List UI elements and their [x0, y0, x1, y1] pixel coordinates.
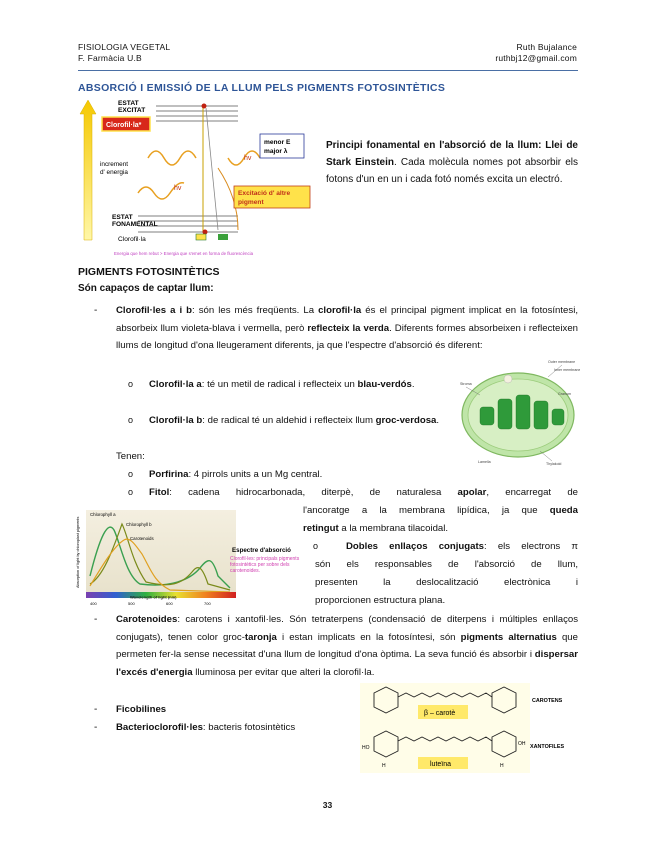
increment-label-2: d' energia [100, 169, 128, 176]
excitacio-label-2: pigment [238, 199, 264, 206]
tenen-label: Tenen: [116, 451, 145, 462]
ground-pigment-marker-green [218, 234, 228, 240]
clorofila-a-text: : té un metil de radical i reflecteix un [201, 379, 358, 390]
porfirina-text: : 4 pirrols units a un Mg central. [188, 469, 323, 480]
clorofila-a-item [149, 376, 455, 394]
tick-700: 700 [204, 601, 211, 606]
carotens-label: CAROTENS [532, 698, 563, 704]
bullet-dash: - [94, 305, 98, 316]
ho-group: HO [362, 745, 370, 751]
fitol-continuation [303, 502, 578, 520]
chloroplast-image [458, 355, 580, 470]
clorofila-term: clorofil·la [318, 305, 362, 316]
inner-membrane-label: Inner membrane [554, 368, 580, 372]
oh-group: OH [518, 741, 526, 747]
fitol-term: Fitol [149, 487, 170, 498]
photon-wave-in [148, 151, 196, 165]
ground-pigment-marker [196, 234, 206, 240]
bullet-dash: - [94, 614, 98, 625]
circle-bullet: o [128, 415, 134, 425]
y-axis-label: Absorption of light by chloroplast pigments [76, 516, 80, 588]
section-title: PIGMENTS FOTOSINTÈTICS [78, 266, 220, 278]
clorofila-a-term: Clorofil·la a [149, 379, 202, 390]
carotenoides-text-1: : carotens i xantofil·les. Són tetraterpens (condensació de diterpens i múltiples enllaços conjugats), tenen color groc- [116, 614, 578, 643]
carotenoides-text-4: lluminosa per evitar que alteri la clorofil·la. [192, 666, 375, 678]
clorofila-excited-label: Clorofil·la* [106, 122, 142, 129]
clorofiles-text-1: : són les més freqüents. La [192, 305, 319, 316]
clorofiles-text-3: . Diferents formes absorbeixen i reflecteixen llums de longitud d'ona lleugerament diferents, ja que l'espectre d'absorció és diferent: [116, 322, 578, 352]
energy-caption: Energia que hem rebut > Energia que s'emet en forma de fluorescència [114, 251, 254, 256]
xantofiles-label: XANTOFILES [530, 744, 565, 750]
fitol-text-2: , encarregat de [486, 487, 578, 498]
dobles-line-3: presenten la deslocalització electrònica i [315, 577, 578, 588]
granum-label: Granum [558, 392, 571, 396]
reflecteix-verda: reflecteix la verda [307, 322, 390, 334]
thylakoid-label: Thylakoid [546, 462, 562, 466]
bullet-dash: - [94, 722, 98, 733]
page-number: 33 [322, 800, 333, 810]
bacterio-text: : bacteris fotosintètics [202, 722, 296, 733]
taronja-term: taronja [244, 631, 277, 643]
electron-excited [202, 104, 207, 109]
clorofiles-paragraph [116, 302, 578, 355]
clorofila-ground-label: Clorofil·la [118, 236, 146, 243]
carotenoid-structures [360, 683, 575, 773]
dobles-item [346, 538, 578, 556]
stroma-label: Stroma [460, 382, 472, 386]
circle-bullet: o [128, 487, 134, 497]
principle-bold: Principi fonamental en l'absorció de la llum: Llei de Stark Einstein [326, 140, 578, 168]
bullet-dash: - [94, 704, 98, 715]
tick-400: 400 [90, 601, 97, 606]
carotenoides-term: Carotenoides [116, 614, 178, 625]
granum-stack [534, 401, 548, 429]
spectrum-note: Clorofil·les: principals pigments fotosintètics per sobre dels carotenoides. [230, 556, 300, 574]
granum-stack [552, 409, 564, 425]
clorofila-b-text: : de radical té un aldehid i reflecteix llum [202, 415, 376, 426]
dobles-line-2: són els responsables de l'absorció de llum, [315, 559, 578, 570]
fitol-text-3: l'ancoratge a la membrana lipídica, ja que [303, 505, 550, 516]
chlorophyll-a-legend: Chlorophyll a [90, 512, 116, 517]
clorofila-b-item [149, 412, 455, 430]
carotenoides-text-3: que permeten fer-la sense necessitat d'una llum de longitud d'ona òptima. La seva funció és absorbir i [116, 631, 578, 661]
absorption-spectrum-chart [70, 506, 302, 606]
tick-600: 600 [166, 601, 173, 606]
circle-bullet: o [128, 379, 134, 389]
carotenoides-paragraph [116, 611, 578, 681]
energy-diagram [78, 98, 322, 258]
tick-500: 500 [128, 601, 135, 606]
queda-term: queda [549, 505, 578, 516]
spectrum-title: Espectre d'absorció [232, 547, 291, 554]
h-atom-left: H [382, 763, 386, 769]
clorofila-a-end: . [411, 379, 415, 390]
header-right [495, 42, 577, 64]
granum-stack [498, 399, 512, 429]
circle-bullet: o [128, 469, 134, 479]
carotenoids-legend: Carotenoids [130, 536, 154, 541]
bacterio-term: Bacterioclorofil·les [116, 722, 203, 733]
section-subtitle: Són capaços de captar llum: [78, 283, 214, 294]
dobles-text-1: : els electrons π [484, 541, 578, 552]
circle-bullet: o [313, 541, 319, 551]
fitol-text-4: a la membrana tilacoidal. [338, 523, 449, 534]
author-name: Ruth Bujalance [516, 42, 577, 52]
groc-verdosa: groc-verdosa [375, 415, 437, 426]
dobles-line-4: proporcionen estructura plana. [315, 595, 446, 606]
label-line [540, 451, 552, 461]
page-title: ABSORCIÓ I EMISSIÓ DE LA LLUM PELS PIGMENTS FOTOSINTÈTICS [78, 82, 446, 94]
h-atom-right: H [500, 763, 504, 769]
plot-background [86, 510, 236, 592]
granum-stack [516, 395, 530, 429]
porfirina-item [149, 466, 322, 484]
clorofila-b-term: Clorofil·la b [149, 415, 203, 426]
beta-carotene-label: β – carotè [424, 710, 456, 717]
ground-state-label: ESTAT [112, 214, 133, 221]
principle-text: . Cada molècula nomes pot absorbir els fotons d'un en un i cada fotó només excita un electró. [326, 157, 578, 185]
starch-granule [504, 375, 512, 383]
lamella-label: Lamella [478, 460, 491, 464]
fitol-text: : cadena hidrocarbonada, diterpè, de naturalesa [169, 487, 458, 498]
clorofiles-term: Clorofil·les a i b [116, 305, 193, 316]
clorofiles-text-2: és el principal pigment implicat en la fotosíntesi, absorbeix llum violeta-blava i vermella, però [116, 305, 578, 334]
ground-state-label-2: FONAMENTAL [112, 221, 158, 228]
excited-state-label-2: EXCITAT [118, 107, 146, 114]
carotenoides-text-2: i estan implicats en la fotosíntesi, són [276, 631, 461, 643]
hv-label-emission: hv [244, 155, 252, 162]
header-left [78, 42, 170, 64]
menor-e-label: menor E [264, 139, 291, 146]
granum-stack [480, 407, 494, 425]
dispersar-energia-term: dispersar l'excés d'energia [116, 649, 578, 678]
bacterio-item [116, 719, 295, 737]
excitacio-label: Excitació d' altre [238, 190, 291, 197]
emission-arrow [206, 108, 218, 230]
course-name: FISIOLOGIA VEGETAL [78, 42, 171, 52]
principle-paragraph [326, 137, 578, 188]
chlorophyll-b-legend: Chlorophyll b [126, 522, 152, 527]
fitol-continuation-2 [303, 520, 448, 538]
author-email: ruthbj12@gmail.com [495, 53, 577, 63]
excited-state-label: ESTAT [118, 100, 139, 107]
blau-verdos: blau-verdós [357, 379, 412, 390]
ficobilines-item [116, 701, 166, 719]
clorofila-b-end: . [436, 415, 440, 426]
porfirina-term: Porfirina [149, 469, 189, 480]
dobles-term: Dobles enllaços conjugats [346, 541, 485, 552]
energy-arrow [80, 100, 96, 240]
fitol-item [149, 484, 578, 502]
x-axis-label: Wavelength of light (nm) [130, 594, 177, 600]
increment-label: increment [100, 161, 129, 168]
faculty-name: F. Farmàcia U.B [78, 53, 142, 63]
apolar-term: apolar [457, 487, 487, 498]
outer-membrane-label: Outer membrane [548, 360, 576, 364]
header-divider [78, 70, 578, 71]
hv-label-absorption: hv [174, 185, 182, 192]
retingut-term: retingut [303, 523, 339, 534]
major-lambda-label: major λ [264, 148, 288, 155]
ficobilines-term: Ficobilines [116, 704, 167, 715]
lutein-label: luteïna [430, 761, 452, 768]
pigments-alternatius-term: pigments alternatius [460, 631, 557, 643]
